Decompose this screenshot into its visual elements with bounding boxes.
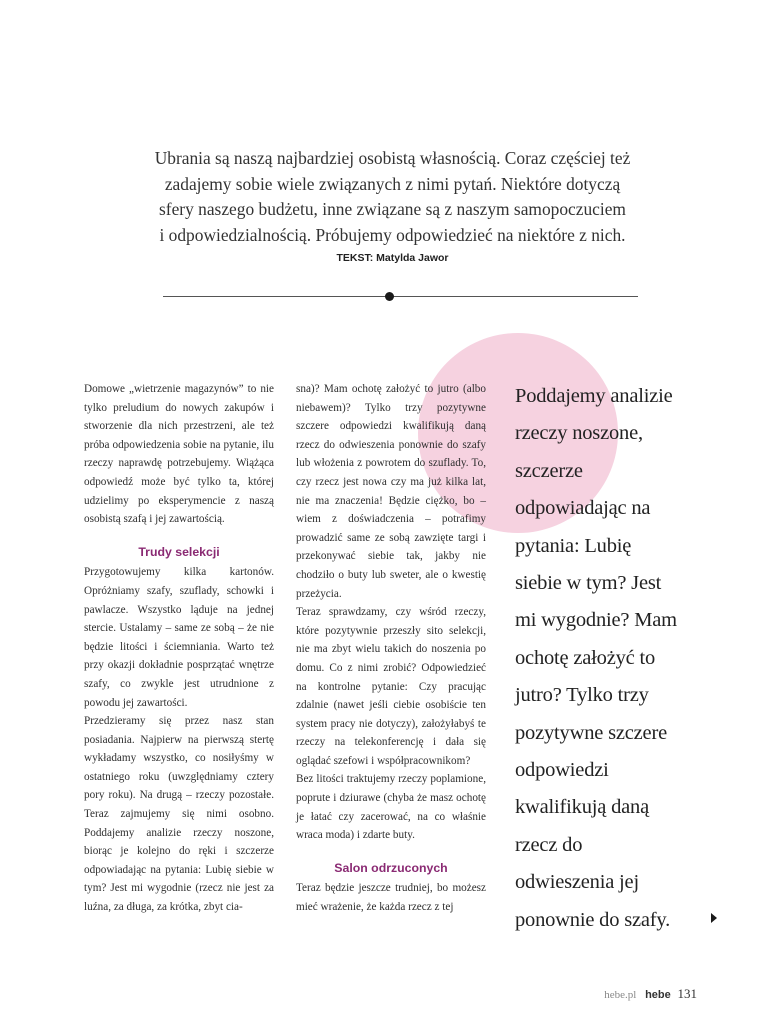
author-byline: TEKST: Matylda Jawor [336, 252, 449, 264]
pull-quote [515, 378, 715, 939]
pull-quote-line: siebie w tym? Jest [515, 572, 662, 595]
continue-arrow-icon [711, 913, 717, 923]
section-heading: Trudy selekcji [138, 544, 220, 559]
article-column-2 [296, 380, 486, 917]
page-number: 131 [677, 986, 697, 1001]
lead-paragraph [100, 146, 685, 248]
divider-dot-icon [385, 292, 394, 301]
footer-site: hebe.pl [604, 989, 637, 1001]
section-divider [163, 296, 638, 297]
body-paragraph: Domowe „wietrzenie magazynów” to nie tylko preludium do nowych zakupów i stworzenie dla nich przestrzeni, ale też próba odpowiedzenia sobie na pytanie, ilu rzeczy naprawdę potrzebujemy. Wiążąca odpowiedź może być tylko ta, której udzielimy po eksperymencie z naszą osobistą szafą i jej zawartością. [84, 383, 274, 526]
lead-line: sfery naszego budżetu, inne związane są z naszym samopoczuciem [159, 199, 626, 219]
pull-quote-line: Poddajemy analizie [515, 385, 673, 407]
body-paragraph: Teraz będzie jeszcze trudniej, bo możesz mieć wrażenie, że każda rzecz z tej [296, 882, 486, 914]
page-footer [604, 986, 697, 1002]
lead-line: i odpowiedzialnością. Próbujemy odpowiedzieć na niektóre z nich. [159, 224, 626, 245]
footer-brand: hebe [645, 989, 671, 1001]
pull-quote-line: jutro? Tylko trzy [515, 684, 649, 707]
lead-line: zadajemy sobie wiele związanych z nimi pytań. Niektóre dotyczą [164, 173, 621, 194]
pull-quote-line: ochotę założyć to [515, 646, 656, 669]
pull-quote-line: rzeczy noszone, [515, 422, 643, 445]
pull-quote-line: odwieszenia jej [515, 871, 639, 894]
pull-quote-line: pytania: Lubię [515, 534, 632, 557]
body-paragraph: Przedzieramy się przez nasz stan posiadania. Najpierw na pierwszą stertę wykładamy wszystko, co nosiłyśmy w ostatniego roku (uwzględniamy cztery pory roku). Na drugą – rzeczy pozostałe. Teraz zajmujemy się nimi osobno. Poddajemy analizie rzeczy noszone, biorąc je kolejno do ręki i szczerze odpowiadając na pytania: Lubię siebie w tym? Jest mi wygodnie (rzecz nie jest za luźna, za długa, za krótka, zbyt cia- [84, 715, 274, 914]
body-paragraph: Bez litości traktujemy rzeczy poplamione, poprute i dziurawe (chyba że masz ochotę je łatać czy zacerować, na co właśnie wraca moda) i zdarte buty. [296, 773, 486, 842]
pull-quote-line: odpowiadając na [515, 497, 651, 520]
pull-quote-line: kwalifikują daną [515, 796, 649, 819]
pull-quote-line: mi wygodnie? Mam [515, 609, 677, 632]
body-paragraph: Przygotowujemy kilka kartonów. Opróżniamy szafy, szuflady, schowki i pawlacze. Wszystko ląduje na jednej stercie. Ustalamy – same ze sobą – że nie będzie litości i ściemniania. Warto też przy okazji dokładnie posprzątać wnętrze szafy, co zwykle jest utrudnione z powodu jej zawartości. [84, 566, 274, 709]
body-paragraph: sna)? Mam ochotę założyć to jutro (albo niebawem)? Tylko trzy pozytywne szczere odpowiedzi kwalifikują daną rzecz do odwieszenia ponownie do szafy lub włożenia z powrotem do szuflady. To, czy rzecz jest nowa czy ma już kilka lat, nie ma znaczenia! Będzie ciężko, bo – wiem z doświadczenia – potrafimy prowadzić same ze sobą zawzięte targi i przekonywać siebie tak, jakby nie chodziło o buty lub sweter, ale o kwestię przeżycia. [296, 383, 486, 600]
pull-quote-line: odpowiedzi [515, 759, 609, 782]
pull-quote-line: szczerze [515, 459, 583, 482]
article-column-1 [84, 380, 274, 917]
section-heading: Salon odrzuconych [334, 860, 448, 875]
pull-quote-line: pozytywne szczere [515, 721, 667, 744]
pull-quote-line: rzecz do [515, 833, 583, 856]
lead-line: Ubrania są naszą najbardziej osobistą własnością. Coraz częściej też [154, 148, 631, 168]
body-paragraph: Teraz sprawdzamy, czy wśród rzeczy, które pozytywnie przeszły sito selekcji, nie ma zbyt wielu takich do noszenia po domu. Co z nimi zrobić? Odpowiedzieć na kontrolne pytanie: Czy pracując zdalnie (nawet jeśli ciebie osobiście ten system pracy nie dotyczy), założyłabyś te rzeczy na telekonferencję i dała się oglądać szefowi i współpracownikom? [296, 606, 486, 767]
pull-quote-line: ponownie do szafy. [515, 908, 671, 931]
